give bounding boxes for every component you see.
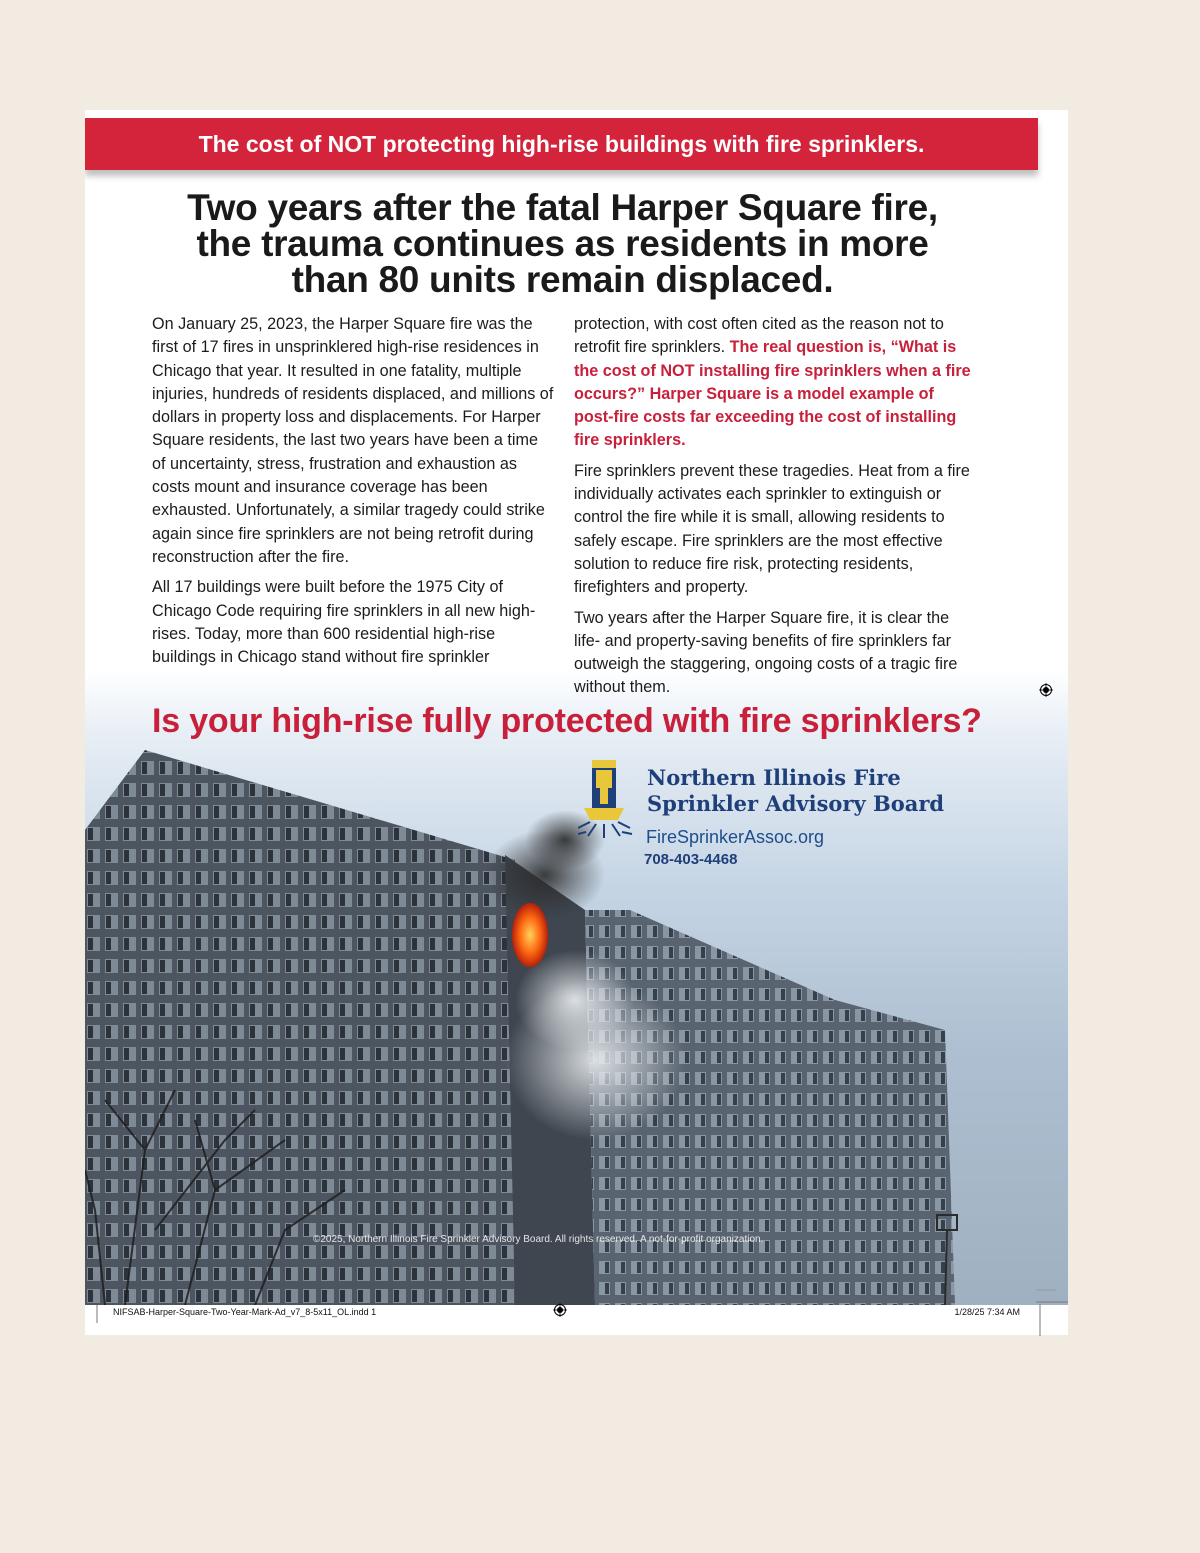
ad-page xyxy=(85,110,1068,1335)
org-website-link[interactable]: FireSprinkerAssoc.org xyxy=(646,827,825,847)
call-to-action: Is your high-rise fully protected with fire sprinklers? xyxy=(152,702,982,740)
crop-marks-icon xyxy=(95,1305,99,1323)
slug-timestamp: 1/28/25 7:34 AM xyxy=(954,1307,1020,1317)
headline-line-3: than 80 units remain displaced. xyxy=(291,259,834,300)
headline-line-2: the trauma continues as residents in more xyxy=(196,223,929,264)
crop-marks-icon xyxy=(1036,1288,1068,1336)
body-paragraph: Two years after the Harper Square fire, it is clear the life- and property-saving benefits of fire sprinklers far outweigh the staggering, ongoing costs of a tragic fire without them. xyxy=(574,608,958,697)
slug-filename: NIFSAB-Harper-Square-Two-Year-Mark-Ad_v7_8-5x11_OL.indd 1 xyxy=(113,1307,377,1317)
org-name-line-2: Sprinkler Advisory Board xyxy=(647,791,945,816)
org-phone: 708-403-4468 xyxy=(644,851,738,868)
body-paragraph: On January 25, 2023, the Harper Square fire was the first of 17 fires in unsprinklered high-rise residences in Chicago that year. It resulted in one fatality, multiple injuries, hundreds of residents displaced, and millions of dollars in property loss and displacements. For Harper Square residents, the last two years have been a time of uncertainty, stress, frustration and exhaustion as costs mount and insurance coverage has been exhausted. Unfortunately, a similar tragedy could strike again since fire sprinklers are not being retrofit during reconstruction after the fire. xyxy=(152,315,554,566)
headline xyxy=(105,187,1020,300)
top-banner: The cost of NOT protecting high-rise buildings with fire sprinklers. xyxy=(85,118,1038,170)
copyright-notice: ©2025, Northern Illinois Fire Sprinkler Advisory Board. All rights reserved. A not-for-profit organization. xyxy=(313,1234,764,1245)
print-slug xyxy=(85,1305,1068,1335)
registration-mark-icon xyxy=(553,1303,567,1317)
body-paragraph: Fire sprinklers prevent these tragedies. Heat from a fire individually activates each sprinkler to extinguish or control the fire while it is small, allowing residents to safely escape. Fire sprinklers are the most effective solution to reduce fire risk, protecting residents, firefighters and property. xyxy=(574,461,970,597)
org-name xyxy=(647,765,1007,817)
org-name-line-1: Northern Illinois Fire xyxy=(647,765,901,790)
body-paragraph xyxy=(574,313,976,453)
sprinkler-icon xyxy=(578,758,638,853)
body-paragraph: All 17 buildings were built before the 1975 City of Chicago Code requiring fire sprinklers in all new high-rises. Today, more than 600 residential high-rise buildings in Chicago stand without fire sprinkler xyxy=(152,578,536,667)
body-text: protection, with cost often cited as the reason not to retrofit fire sprinklers. xyxy=(574,315,944,357)
highlight-question: The real question is, “What is the cost of NOT installing fire sprinklers when a fire occurs?” Harper Square is a model example of post-fire costs far exceeding the cost of installing fire sprinklers. xyxy=(574,338,971,450)
registration-mark-icon xyxy=(1039,683,1053,697)
body-column-right xyxy=(574,313,976,707)
body-column-left xyxy=(152,313,554,676)
headline-line-1: Two years after the fatal Harper Square fire, xyxy=(187,187,938,228)
